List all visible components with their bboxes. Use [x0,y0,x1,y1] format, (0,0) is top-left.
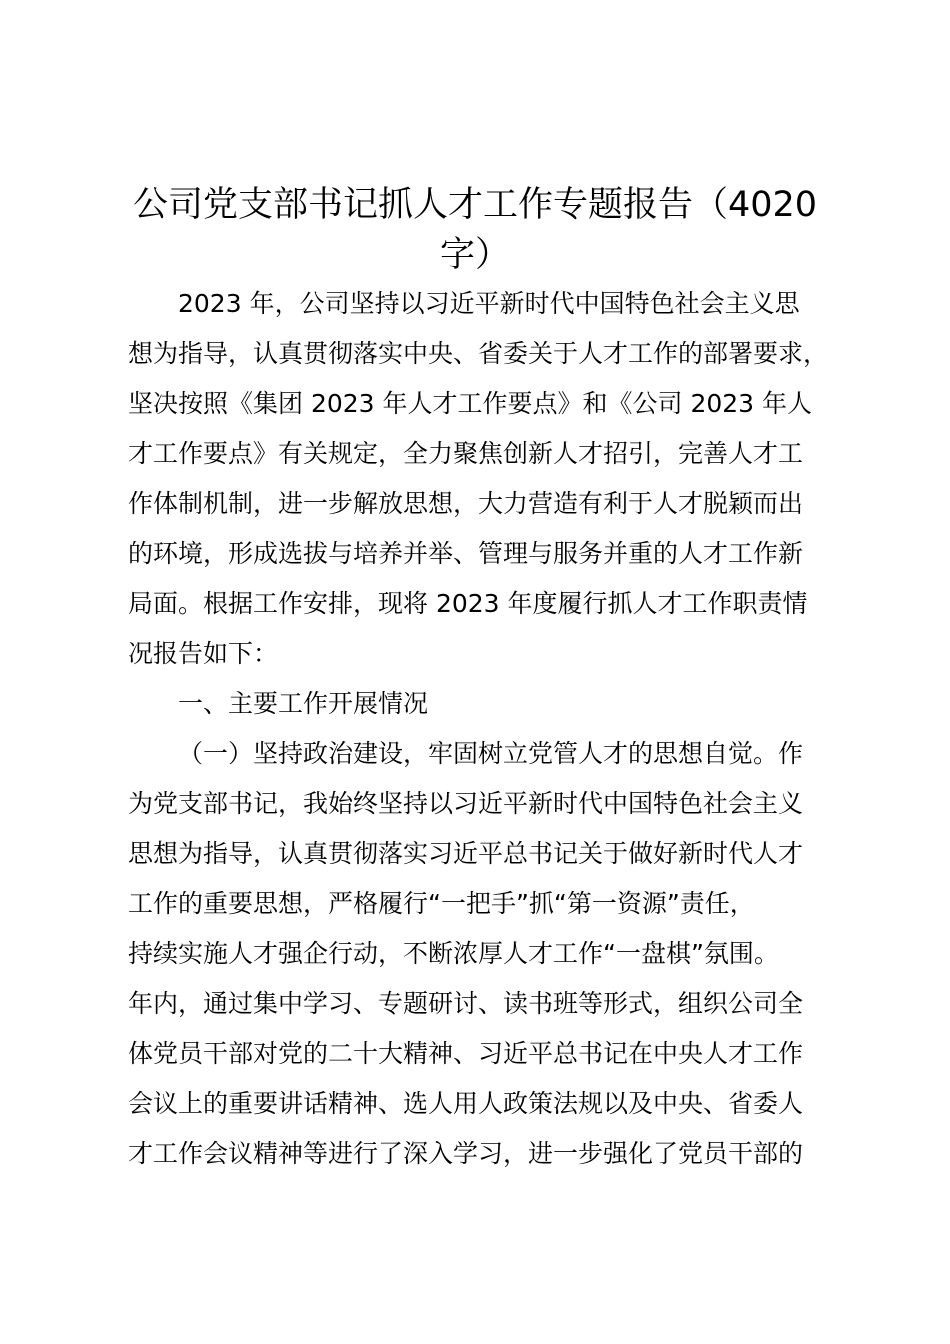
paragraph-line: 况报告如下： [128,639,279,668]
document-title-line-2: 字） [439,235,510,275]
paragraph-line: 坚决按照《集团 2023 年人才工作要点》和《公司 2023 年人 [128,389,813,418]
paragraph-line: 想为指导，认真贯彻落实中央、省委关于人才工作的部署要求， [128,339,829,368]
paragraph-line: 局面。根据工作安排，现将 2023 年度履行抓人才工作职责情 [128,589,808,618]
paragraph-line: 体党员干部对党的二十大精神、习近平总书记在中央人才工作 [128,1039,804,1068]
paragraph-line: 才工作会议精神等进行了深入学习，进一步强化了党员干部的 [128,1139,804,1168]
paragraph-line: （一）坚持政治建设，牢固树立党管人才的思想自觉。作 [178,739,804,768]
paragraph-line: 思想为指导，认真贯彻落实习近平总书记关于做好新时代人才 [128,839,804,868]
section-heading: 一、主要工作开展情况 [178,689,429,718]
document-title-line-1: 公司党支部书记抓人才工作专题报告（4020 [132,185,818,225]
paragraph-line: 年内，通过集中学习、专题研讨、读书班等形式，组织公司全 [128,989,804,1018]
paragraph-line: 为党支部书记，我始终坚持以习近平新时代中国特色社会主义 [128,789,804,818]
paragraph-line: 作体制机制，进一步解放思想，大力营造有利于人才脱颖而出 [128,489,804,518]
paragraph-line: 会议上的重要讲话精神、选人用人政策法规以及中央、省委人 [128,1089,804,1118]
paragraph-line: 才工作要点》有关规定，全力聚焦创新人才招引，完善人才工 [128,439,804,468]
paragraph-line: 持续实施人才强企行动，不断浓厚人才工作“一盘棋”氛围。 [128,939,779,968]
paragraph-line: 的环境，形成选拔与培养并举、管理与服务并重的人才工作新 [128,539,804,568]
paragraph-line: 2023 年，公司坚持以习近平新时代中国特色社会主义思 [178,289,800,318]
paragraph-line: 工作的重要思想，严格履行“一把手”抓“第一资源”责任， [128,889,755,918]
